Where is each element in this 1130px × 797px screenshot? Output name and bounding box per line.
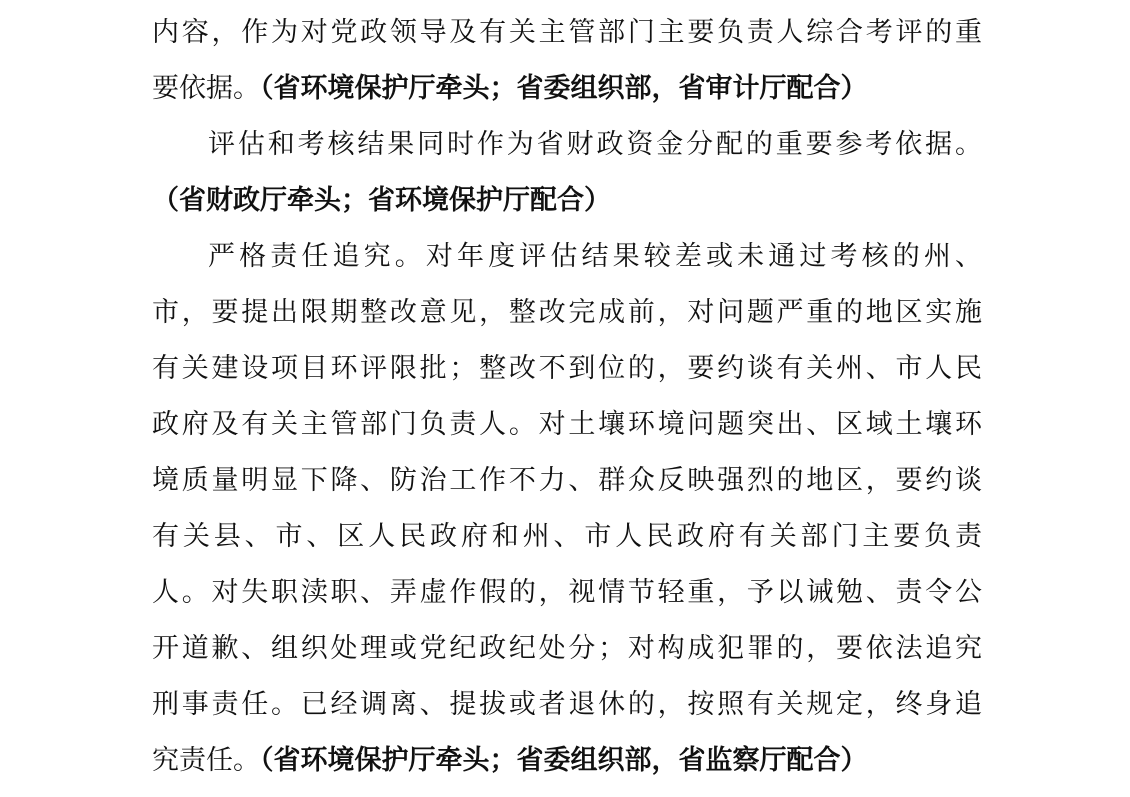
line-text: 境质量明显下降、防治工作不力、群众反映强烈的地区，要约谈: [152, 465, 982, 496]
text-line: [152, 397, 982, 453]
responsibility-note: （省环境保护厅牵头；省委组织部，省监察厅配合）: [260, 745, 868, 776]
line-text: 内容，作为对党政领导及有关主管部门主要负责人综合考评的重: [152, 17, 982, 48]
text-line: [152, 117, 982, 173]
line-text: 有关县、市、区人民政府和州、市人民政府有关部门主要负责: [152, 521, 982, 552]
text-line: [152, 677, 982, 733]
line-text: 严格责任追究。对年度评估结果较差或未通过考核的州、: [208, 241, 982, 272]
text-line: [152, 285, 982, 341]
text-line: [152, 5, 982, 61]
line-text: 刑事责任。已经调离、提拔或者退休的，按照有关规定，终身追: [152, 689, 982, 720]
text-line: [152, 453, 982, 509]
responsibility-note: （省环境保护厅牵头；省委组织部，省审计厅配合）: [260, 73, 868, 104]
text-line: [152, 341, 982, 397]
text-line: [152, 621, 982, 677]
line-text: 人。对失职渎职、弄虚作假的，视情节轻重，予以诫勉、责令公: [152, 577, 982, 608]
line-text: 开道歉、组织处理或党纪政纪处分；对构成犯罪的，要依法追究: [152, 633, 982, 664]
line-text: 政府及有关主管部门负责人。对土壤环境问题突出、区域土壤环: [152, 409, 982, 440]
line-text: 究责任。: [152, 745, 260, 776]
responsibility-note: （省财政厅牵头；省环境保护厅配合）: [152, 185, 611, 216]
text-line: [152, 173, 982, 229]
line-text: 评估和考核结果同时作为省财政资金分配的重要参考依据。: [208, 129, 982, 160]
text-line: [152, 733, 982, 789]
line-text: 有关建设项目环评限批；整改不到位的，要约谈有关州、市人民: [152, 353, 982, 384]
text-line: [152, 509, 982, 565]
text-line: [152, 565, 982, 621]
text-line: [152, 61, 982, 117]
text-line: [152, 229, 982, 285]
line-text: 市，要提出限期整改意见，整改完成前，对问题严重的地区实施: [152, 297, 982, 328]
line-text: 要依据。: [152, 73, 260, 104]
